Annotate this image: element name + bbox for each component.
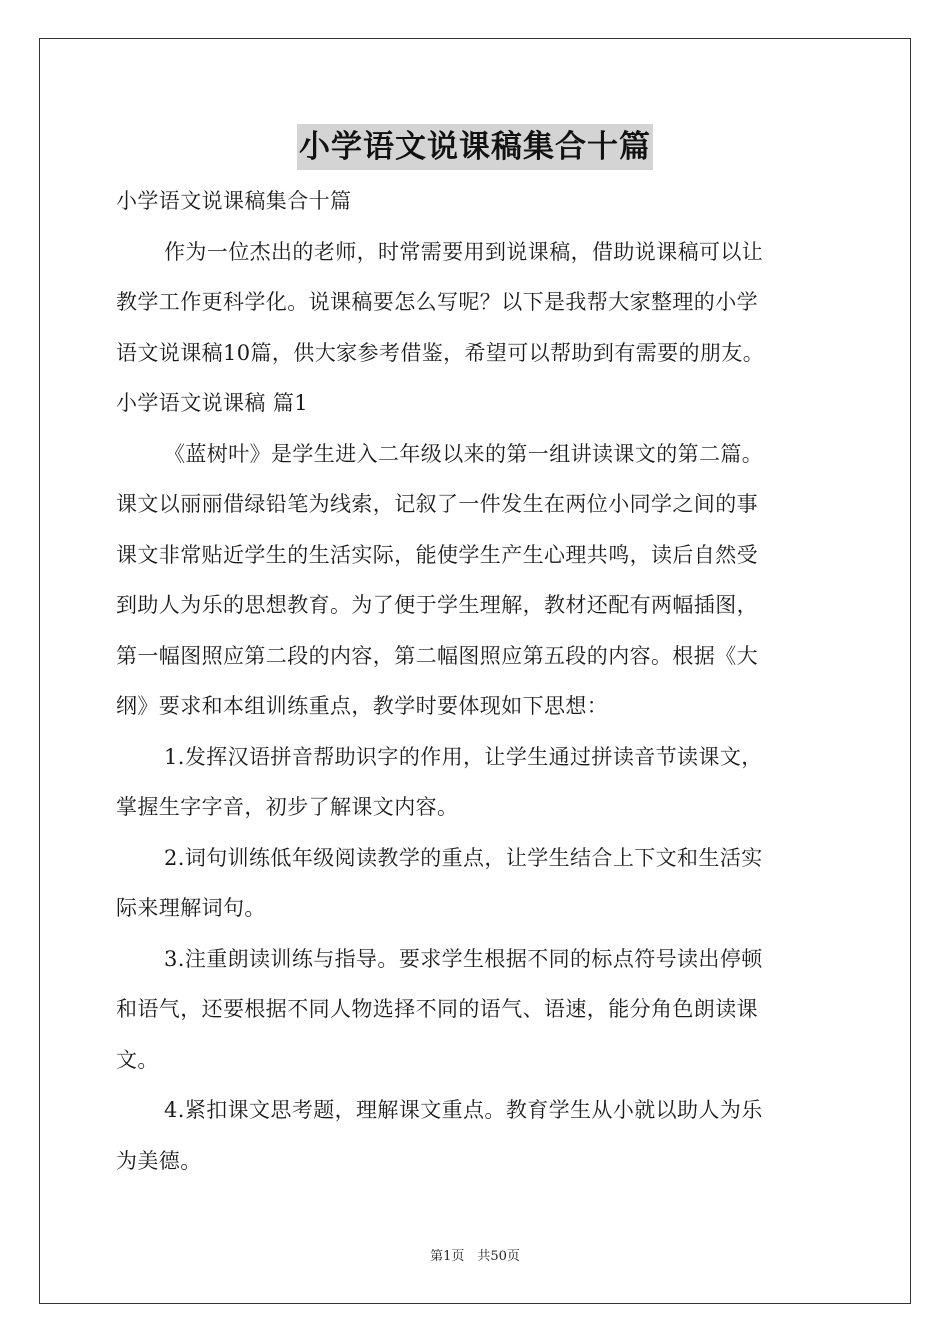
list-item-line: 4.紧扣课文思考题，理解课文重点。教育学生从小就以助人为乐: [164, 1098, 763, 1122]
list-item-line: 际来理解词句。: [116, 896, 266, 920]
list-item-line: 1.发挥汉语拼音帮助识字的作用，让学生通过拼读音节读课文，: [164, 744, 763, 769]
paragraph-line: 课文非常贴近学生的生活实际，能使学生产生心理共鸣，读后自然受: [116, 542, 758, 567]
paragraph-line: 到助人为乐的思想教育。为了便于学生理解，教材还配有两幅插图，: [116, 593, 758, 617]
paragraph-line: 纲》要求和本组训练重点，教学时要体现如下思想：: [116, 694, 609, 718]
document-body: [116, 176, 836, 1186]
paragraph-line: 教学工作更科学化。说课稿要怎么写呢？以下是我帮大家整理的小学: [116, 290, 758, 314]
page-footer: 第1页 共50页: [430, 1249, 520, 1264]
paragraph-line: 第一幅图照应第二段的内容，第二幅图照应第五段的内容。根据《大: [116, 643, 758, 668]
document-title: 小学语文说课稿集合十篇: [297, 124, 653, 170]
list-item-line: 掌握生字字音，初步了解课文内容。: [116, 795, 459, 819]
list-item-line: 2.词句训练低年级阅读教学的重点，让学生结合上下文和生活实: [164, 845, 763, 870]
title-container: [0, 124, 950, 170]
list-item-line: 为美德。: [116, 1148, 202, 1173]
subtitle-line: 小学语文说课稿集合十篇: [116, 189, 352, 213]
list-item-line: 文。: [116, 1047, 159, 1072]
list-item-line: 和语气，还要根据不同人物选择不同的语气、语速，能分角色朗读课: [116, 997, 758, 1021]
paragraph-line: 《蓝树叶》是学生进入二年级以来的第一组讲读课文的第二篇。: [164, 441, 764, 466]
paragraph-line: 课文以丽丽借绿铅笔为线索，记叙了一件发生在两位小同学之间的事: [116, 492, 758, 516]
paragraph-line: 语文说课稿10篇，供大家参考借鉴，希望可以帮助到有需要的朋友。: [116, 340, 765, 365]
list-item-line: 3.注重朗读训练与指导。要求学生根据不同的标点符号读出停顿: [164, 946, 763, 971]
paragraph-line: 作为一位杰出的老师，时常需要用到说课稿，借助说课稿可以让: [164, 239, 764, 264]
section-heading: 小学语文说课稿 篇1: [116, 391, 309, 415]
